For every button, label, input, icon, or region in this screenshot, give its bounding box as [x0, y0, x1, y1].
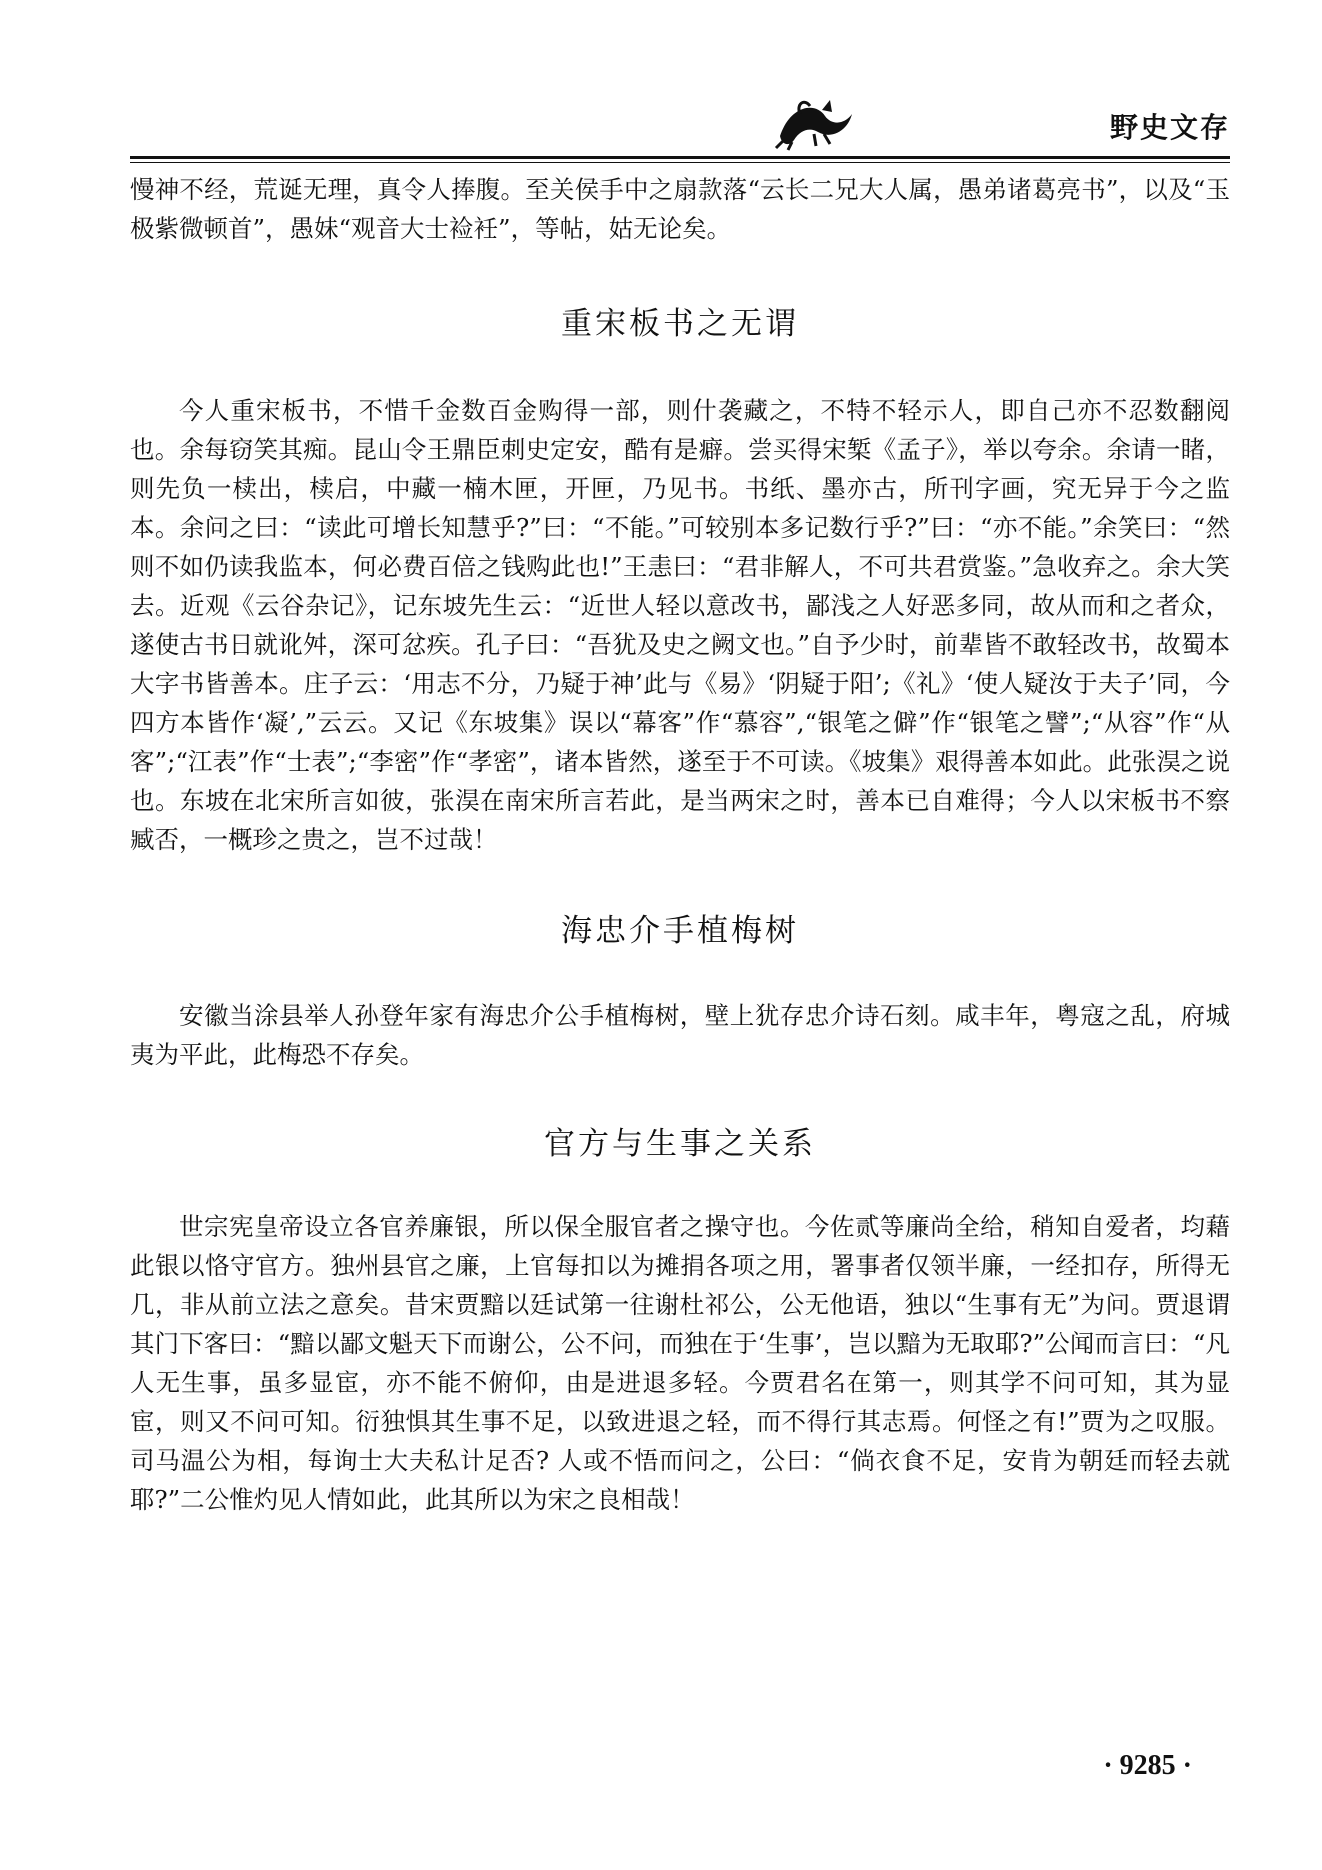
- section-body-song-books: 今人重宋板书，不惜千金数百金购得一部，则什袭藏之，不特不轻示人，即自己亦不忍数翻阅也。余每窃笑其痴。昆山令王鼎臣刺史定安，酷有是癖。尝买得宋椠《孟子》，举以夸余。余请一睹，则先负一椟出，椟启，中藏一楠木匣，开匣，乃见书。书纸、墨亦古，所刊字画，究无异于今之监本。余问之曰：“读此可增长知慧乎?”曰：“不能。”可较别本多记数行乎?”曰：“亦不能。”余笑曰：“然则不如仍读我监本，何必费百倍之钱购此也!”王恚曰：“君非解人，不可共君赏鉴。”急收弃之。余大笑去。近观《云谷杂记》，记东坡先生云：“近世人轻以意改书，鄙浅之人好恶多同，故从而和之者众，遂使古书日就讹舛，深可忿疾。孔子曰：“吾犹及史之阙文也。”自予少时，前辈皆不敢轻改书，故蜀本大字书皆善本。庄子云：‘用志不分，乃疑于神’此与《易》‘阴疑于阳’;《礼》‘使人疑汝于夫子’同，今四方本皆作‘凝’,”云云。又记《东坡集》误以“幕客”作“慕容”,“银笔之僻”作“银笔之譬”;“从容”作“从客”;“江表”作“士表”;“李密”作“孝密”，诸本皆然，遂至于不可读。《坡集》艰得善本如此。此张淏之说也。东坡在北宋所言如彼，张淏在南宋所言若此，是当两宋之时，善本已自难得；今人以宋板书不察臧否，一概珍之贵之，岂不过哉！: [130, 396, 1230, 854]
- intro-paragraph: 慢神不经，荒诞无理，真令人捧腹。至关侯手中之扇款落“云长二兄大人属，愚弟诸葛亮书”，以及“玉极紫微顿首”，愚妹“观音大士裣衽”，等帖，姑无论矣。: [130, 175, 1230, 243]
- page-number: · 9285 ·: [1103, 1750, 1192, 1781]
- section-body-official-livelihood: 世宗宪皇帝设立各官养廉银，所以保全服官者之操守也。今佐贰等廉尚全给，稍知自爱者，均藉此银以恪守官方。独州县官之廉，上官每扣以为摊捐各项之用，署事者仅领半廉，一经扣存，所得无几，非从前立法之意矣。昔宋贾黯以廷试第一往谢杜祁公，公无他语，独以“生事有无”为问。贾退谓其门下客曰：“黯以鄙文魁天下而谢公，公不问，而独在于‘生事’，岂以黯为无取耶?”公闻而言曰：“凡人无生事，虽多显宦，亦不能不俯仰，由是进退多轻。今贾君名在第一，则其学不问可知，其为显宦，则又不问可知。衍独惧其生事不足，以致进退之轻，而不得行其志焉。何怪之有!”贾为之叹服。司马温公为相，每询士大夫私计足否? 人或不悟而问之，公曰：“倘衣食不足，安肯为朝廷而轻去就耶?”二公惟灼见人情如此，此其所以为宋之良相哉！: [130, 1212, 1230, 1514]
- section-title-official-livelihood: 官方与生事之关系: [544, 1126, 816, 1162]
- section-body-plum-tree: 安徽当涂县举人孙登年家有海忠介公手植梅树，壁上犹存忠介诗石刻。咸丰年，粤寇之乱，府城夷为平此，此梅恐不存矣。: [130, 1001, 1230, 1069]
- page-header: [130, 96, 1230, 154]
- header-rule: [130, 156, 1230, 159]
- page-content: [130, 170, 1230, 1519]
- header-rule-thin: [130, 162, 1230, 163]
- series-title: 野史文存: [1109, 111, 1230, 144]
- section-title-plum-tree: 海忠介手植梅树: [561, 913, 799, 949]
- dragon-logo-icon: [770, 96, 860, 152]
- section-title-song-books: 重宋板书之无谓: [561, 306, 799, 342]
